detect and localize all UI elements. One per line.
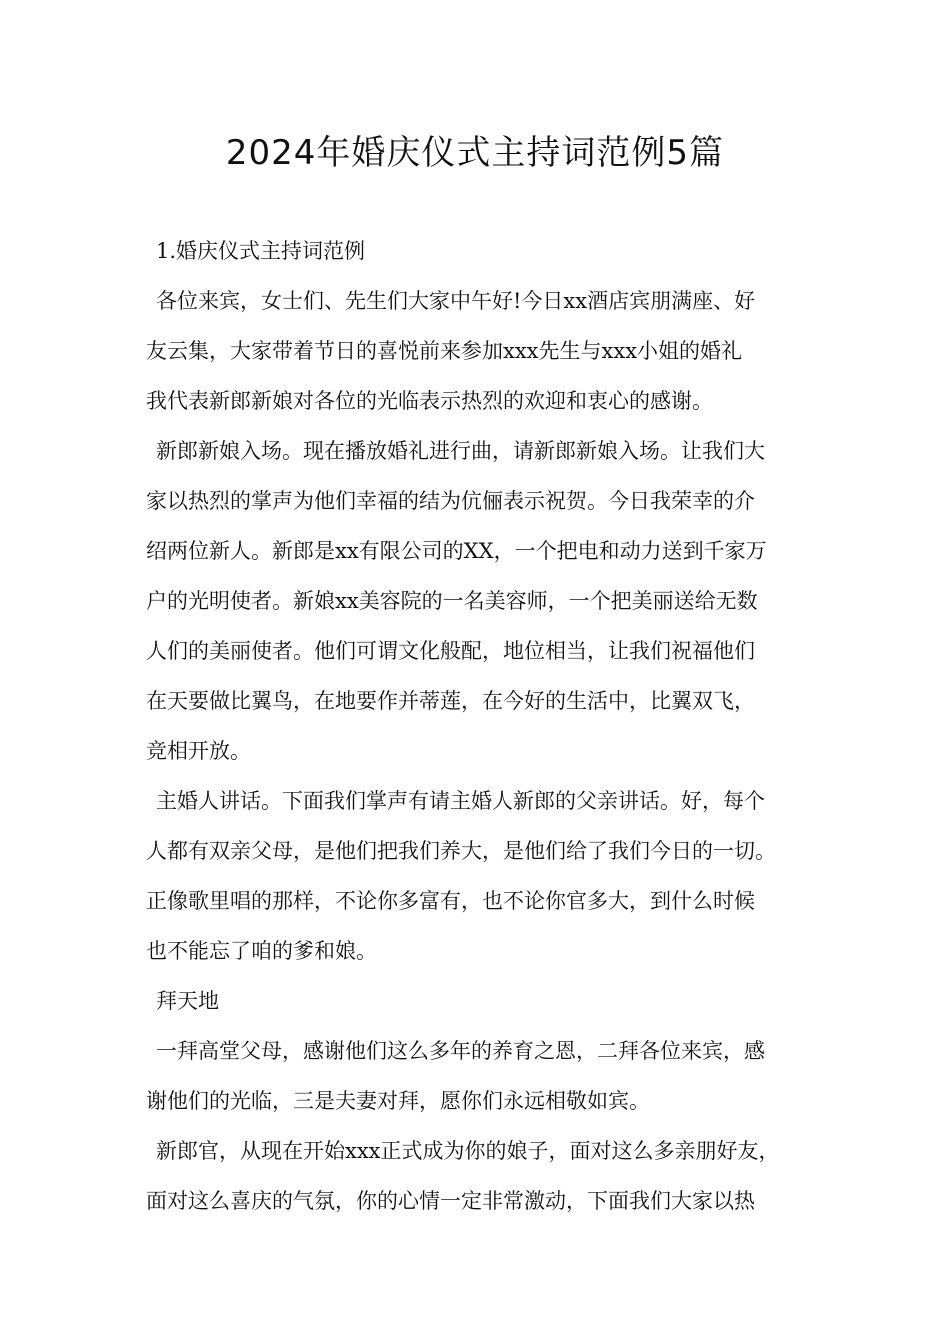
text-line: 我代表新郎新娘对各位的光临表示热烈的欢迎和衷心的感谢。 [146,389,713,413]
text-line: 人们的美丽使者。他们可谓文化般配，地位相当，让我们祝福他们 [146,639,755,663]
document-body [146,226,826,1226]
text-line: 面对这么喜庆的气氛，你的心情一定非常激动，下面我们大家以热 [146,1189,755,1213]
text-line: 主婚人讲话。下面我们掌声有请主婚人新郎的父亲讲话。好，每个 [156,789,765,813]
text-line: 拜天地 [156,989,219,1013]
text-line: 人都有双亲父母，是他们把我们养大，是他们给了我们今日的一切。 [146,839,776,863]
text-line: 新郎新娘入场。现在播放婚礼进行曲，请新郎新娘入场。让我们大 [156,439,765,463]
text-line: 在天要做比翼鸟，在地要作并蒂莲，在今好的生活中，比翼双飞， [146,689,755,713]
text-line: 家以热烈的掌声为他们幸福的结为伉俪表示祝贺。今日我荣幸的介 [146,489,755,513]
text-line: 各位来宾，女士们、先生们大家中午好!今日xx酒店宾朋满座、好 [156,289,756,313]
text-line: 绍两位新人。新郎是xx有限公司的XX，一个把电和动力送到千家万 [146,539,767,563]
text-line: 正像歌里唱的那样，不论你多富有，也不论你官多大，到什么时候 [146,889,755,913]
text-line: 一拜高堂父母，感谢他们这么多年的养育之恩，二拜各位来宾，感 [156,1039,765,1063]
text-line: 新郎官，从现在开始xxx正式成为你的娘子，面对这么多亲朋好友， [156,1139,780,1163]
document-title: 2024年婚庆仪式主持词范例5篇 [225,133,725,173]
text-line: 友云集，大家带着节日的喜悦前来参加xxx先生与xxx小姐的婚礼 [146,339,743,363]
text-line: 竞相开放。 [146,739,251,763]
text-line: 1.婚庆仪式主持词范例 [156,239,366,263]
text-line: 户的光明使者。新娘xx美容院的一名美容师，一个把美丽送给无数 [146,589,758,613]
text-line: 也不能忘了咱的爹和娘。 [146,939,377,963]
text-line: 谢他们的光临，三是夫妻对拜，愿你们永远相敬如宾。 [146,1089,650,1113]
